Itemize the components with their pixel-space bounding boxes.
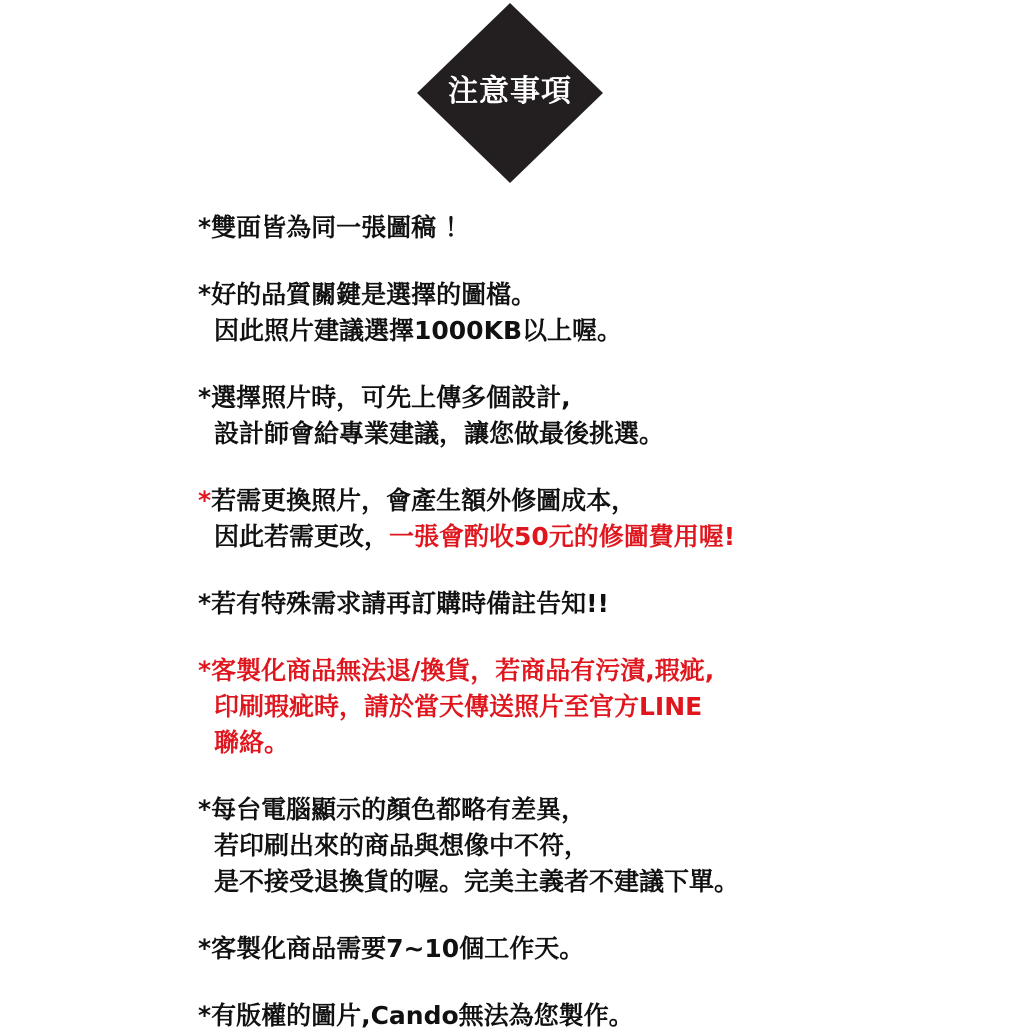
note-color-line2: 若印刷出來的商品與想像中不符， [214,831,590,860]
note-upload-line2: 設計師會給專業建議，讓您做最後挑選。 [214,419,665,448]
page-title: 注意事項 [448,74,572,109]
note-same-design: *雙面皆為同一張圖稿 ！ [198,213,470,242]
note-retouch-line2 [198,519,998,555]
note-special-request: *若有特殊需求請再訂購時備註告知!! [198,589,609,618]
note-retouch-line1 [198,483,998,519]
note-quality-line1: *好的品質關鍵是選擇的圖檔。 [198,280,537,309]
note-color-line3: 是不接受退換貨的喔。完美主義者不建議下單。 [214,867,740,896]
note-retouch-star: * [198,486,212,515]
note-upload-line1: *選擇照片時，可先上傳多個設計, [198,383,571,412]
note-lead-time: *客製化商品需要7~10個工作天。 [198,934,585,963]
note-retouch-text: 若需更換照片，會產生額外修圖成本， [211,486,637,515]
note-no-return-line1: *客製化商品無法退/換貨，若商品有污漬,瑕疵, [198,656,715,685]
notice-list [198,210,998,1034]
note-retouch-fee: 一張會酌收50元的修圖費用喔! [389,522,736,551]
note-quality-line2: 因此照片建議選擇1000KB以上喔。 [214,316,623,345]
note-copyright: *有版權的圖片,Cando無法為您製作。 [198,1001,634,1030]
note-no-return-line3: 聯絡。 [214,728,290,757]
note-retouch-change: 因此若需更改， [214,522,390,551]
note-no-return-line2: 印刷瑕疵時，請於當天傳送照片至官方LINE [214,692,703,721]
note-color-line1: *每台電腦顯示的顏色都略有差異， [198,795,587,824]
